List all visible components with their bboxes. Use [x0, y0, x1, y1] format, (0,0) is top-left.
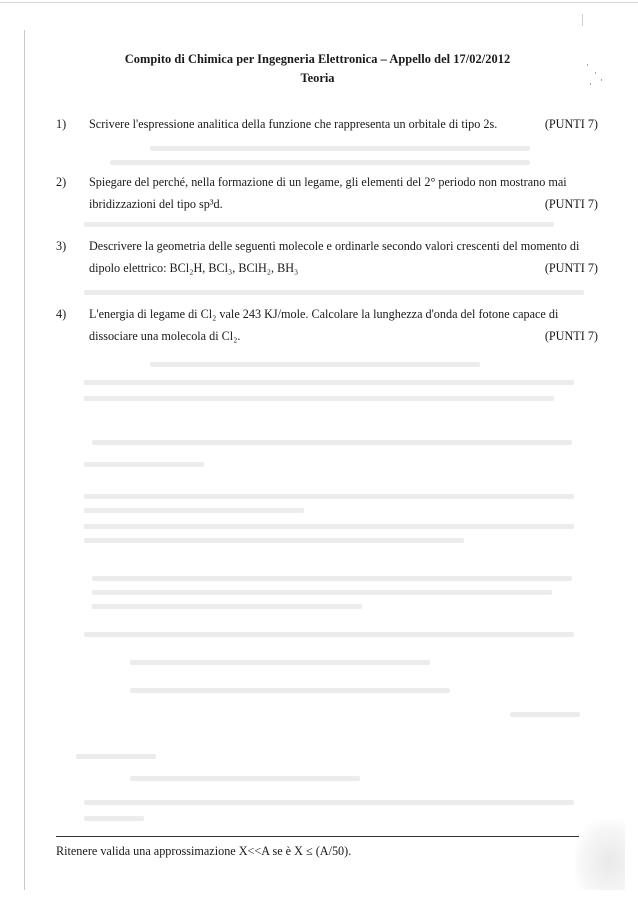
scan-mark [582, 14, 583, 26]
question-text-line-1: L'energia di legame di Cl₂ vale 243 KJ/mole. Calcolare la lunghezza d'onda del fotone capace di [89, 307, 559, 321]
question-number: 1) [56, 117, 67, 131]
bleed-through-line [84, 524, 574, 529]
bleed-through-line [510, 712, 580, 717]
scan-speck: · [589, 79, 592, 89]
question-points: (PUNTI 7) [544, 261, 598, 275]
left-margin-line [24, 30, 25, 890]
footer-divider [56, 836, 579, 837]
bleed-through-line [130, 688, 450, 693]
bleed-through-line [110, 160, 530, 165]
bleed-through-line [150, 146, 530, 151]
footer-note: Ritenere valida una approssimazione X<<A se è X ≤ (A/50). [56, 844, 352, 858]
bleed-through-line [92, 576, 572, 581]
bleed-through-line [92, 590, 552, 595]
question-points: (PUNTI 7) [544, 117, 598, 131]
question-text: Scrivere l'espressione analitica della funzione che rappresenta un orbitale di tipo 2s. [89, 117, 498, 131]
bleed-through-line [84, 508, 304, 513]
question-points: (PUNTI 7) [544, 197, 598, 211]
bleed-through-line [150, 362, 480, 367]
question-text-line-2: dissociare una molecola di Cl₂. [89, 329, 241, 343]
question-number: 3) [56, 239, 67, 253]
bleed-through-line [92, 440, 572, 445]
scan-speck: · [594, 68, 597, 78]
scan-speck: · [586, 60, 589, 70]
bleed-through-line [84, 396, 554, 401]
bleed-through-line [84, 538, 464, 543]
exam-subtitle: Teoria [300, 71, 335, 85]
question-text-line-2: ibridizzazioni del tipo sp³d. [89, 197, 223, 211]
bleed-through-line [130, 776, 360, 781]
bleed-through-line [76, 754, 156, 759]
question-points: (PUNTI 7) [544, 329, 598, 343]
bleed-through-line [92, 604, 362, 609]
bleed-through-line [130, 660, 430, 665]
question-3 [56, 236, 596, 280]
question-text-line-1: Descrivere la geometria delle seguenti molecole e ordinarle secondo valori crescenti del momento di [89, 239, 580, 253]
exam-title: Compito di Chimica per Ingegneria Elettronica – Appello del 17/02/2012 [124, 52, 511, 66]
question-number: 4) [56, 307, 67, 321]
question-2 [56, 172, 596, 216]
top-scan-edge [0, 2, 638, 3]
bleed-through-line [84, 494, 574, 499]
question-4 [56, 304, 596, 348]
bleed-through-line [84, 816, 144, 821]
bleed-through-line [84, 800, 574, 805]
bleed-through-line [84, 632, 574, 637]
bleed-through-line [84, 290, 584, 295]
bleed-through-line [84, 222, 554, 227]
scan-shadow [575, 820, 625, 890]
bleed-through-line [84, 380, 574, 385]
scan-speck: · [600, 75, 603, 85]
question-number: 2) [56, 175, 67, 189]
question-1 [56, 114, 596, 136]
question-text-line-2: dipolo elettrico: BCl₂H, BCl₃, BClH₂, BH₃ [89, 261, 299, 275]
question-text-line-1: Spiegare del perché, nella formazione di un legame, gli elementi del 2° periodo non mostrano mai [89, 175, 567, 189]
bleed-through-line [84, 462, 204, 467]
